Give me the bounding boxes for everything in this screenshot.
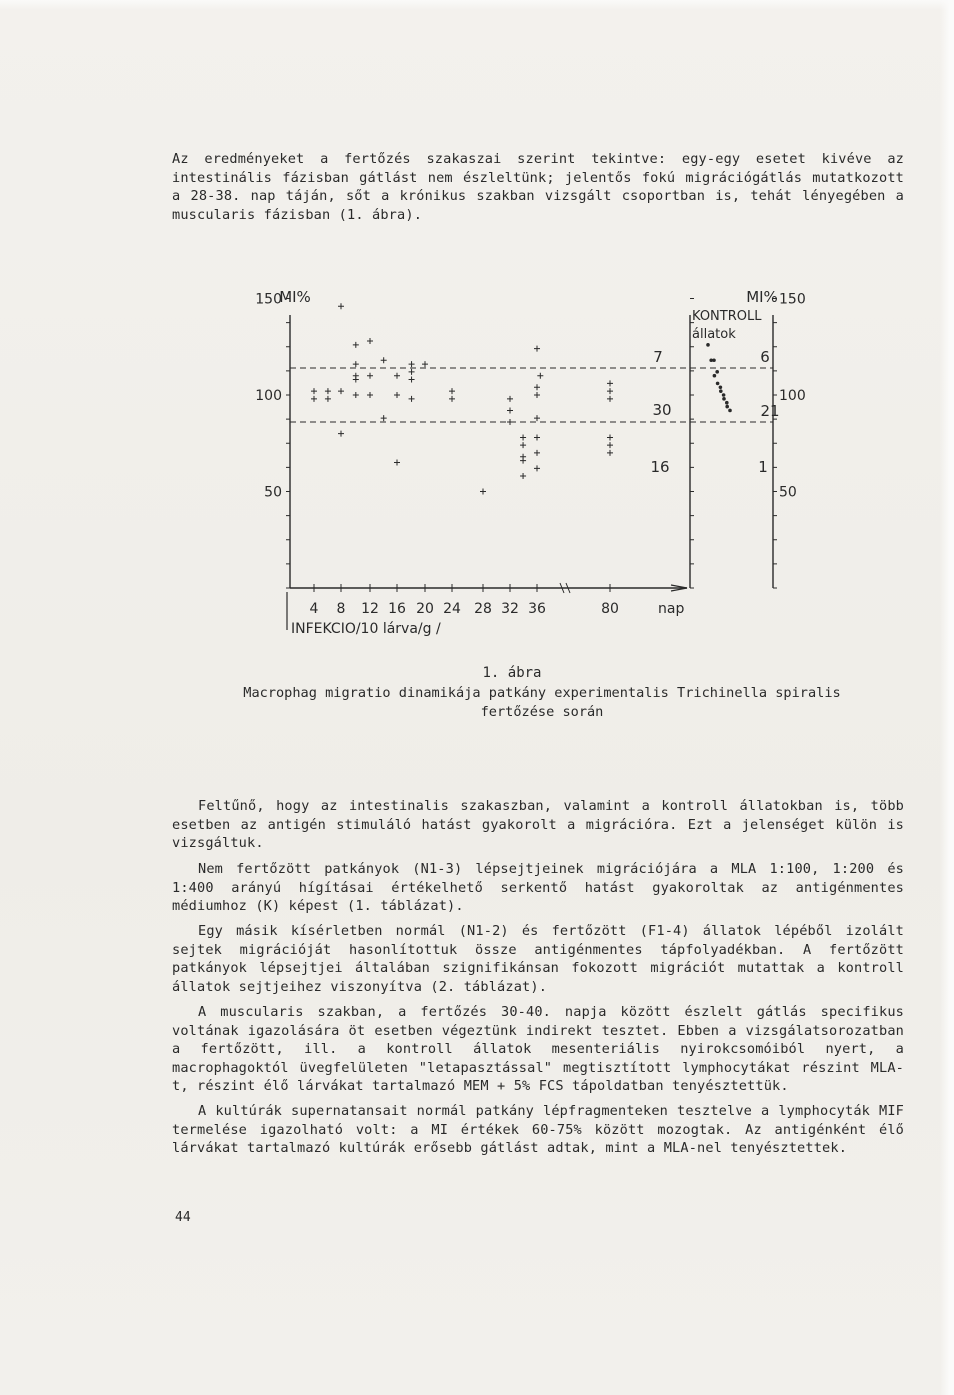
y-axis-label-right: MI% <box>746 288 778 306</box>
x-tick-label: 36 <box>528 601 546 617</box>
mi-chart <box>240 280 840 650</box>
data-point-plus <box>338 303 344 309</box>
data-point-plus <box>534 384 540 390</box>
data-point-plus <box>409 369 415 375</box>
data-point-dot <box>719 385 723 389</box>
figure-caption-text: Macrophag migratio dinamikája patkány experimentalis Trichinella spiralis fertőzése során <box>243 685 841 720</box>
data-point-plus <box>409 396 415 402</box>
data-point-plus <box>507 419 513 425</box>
y-tick-label-right: 50 <box>779 484 797 501</box>
x-tick-label: 8 <box>336 601 346 617</box>
data-point-dot <box>725 405 729 409</box>
control-label-2: állatok <box>692 327 736 342</box>
data-point-dot <box>715 370 719 374</box>
data-point-dot <box>713 374 717 378</box>
annotation-number: 21 <box>760 402 780 420</box>
data-point-plus <box>409 361 415 367</box>
scan-edge-top <box>0 0 954 10</box>
x-tick-label: 24 <box>443 601 461 617</box>
data-point-plus <box>353 342 359 348</box>
page-number: 44 <box>175 1210 191 1225</box>
data-point-dot <box>719 389 723 393</box>
figure-1 <box>240 280 840 650</box>
scan-edge-right <box>940 0 954 1395</box>
infection-label: INFEKCIO/10 lárva/g / <box>291 621 441 637</box>
y-tick-label-right: 100 <box>779 388 806 404</box>
data-point-dot <box>725 401 729 405</box>
y-tick-label-left: 150 <box>255 291 282 308</box>
data-point-plus <box>607 388 613 394</box>
data-point-plus <box>381 357 387 363</box>
x-tick-label: 16 <box>388 601 406 617</box>
data-point-plus <box>367 373 373 379</box>
data-point-plus <box>607 380 613 386</box>
data-point-dot <box>722 393 726 397</box>
data-point-plus <box>353 392 359 398</box>
x-tick-label: 32 <box>501 601 519 617</box>
x-tick-label: 20 <box>416 601 434 617</box>
data-point-plus <box>534 465 540 471</box>
y-tick-label-left: 50 <box>264 484 282 501</box>
paragraph-results: Az eredményeket a fertőzés szakaszai szerint tekintve: egy-egy esetet kivéve az intestinális fázisban gátlást nem észleltünk; jelentős fokú migrációgátlás mutatkozott a 28-38. nap táján, sőt a krónikus szakban vizsgált csoportban is, tehát lényegében a muscularis fázisban (1. ábra). <box>172 151 904 223</box>
control-label: KONTROLL <box>692 309 762 324</box>
data-point-dot <box>706 343 710 347</box>
data-point-plus <box>607 450 613 456</box>
annotation-number: 16 <box>650 458 670 476</box>
paragraph-comparison: Egy másik kísérletben normál (N1-2) és fertőzött (F1-4) állatok lépéből izolált sejtek migrációját hasonlítottuk össze antigénmentes tápfolyadékban. A fertőzött patkányok lépsejtjei általában szignifikánsan fokozott migrációt mutattak a kontroll állatok sejtjeihez viszonyítva (2. táblázat). <box>172 923 904 995</box>
data-point-dot <box>728 409 732 413</box>
data-point-plus <box>534 415 540 421</box>
data-point-plus <box>367 338 373 344</box>
data-point-plus <box>325 388 331 394</box>
data-point-plus <box>394 392 400 398</box>
x-tick-label: 80 <box>601 601 619 617</box>
data-point-plus <box>338 431 344 437</box>
data-point-plus <box>353 361 359 367</box>
data-point-plus <box>507 396 513 402</box>
data-point-plus <box>520 442 526 448</box>
annotation-number: 1 <box>758 458 768 476</box>
data-point-plus <box>353 377 359 383</box>
data-point-plus <box>394 460 400 466</box>
data-point-plus <box>311 396 317 402</box>
data-point-plus <box>534 434 540 440</box>
data-point-plus <box>367 392 373 398</box>
x-axis-label: nap <box>658 601 685 617</box>
data-point-plus <box>338 388 344 394</box>
data-point-plus <box>534 450 540 456</box>
data-point-plus <box>534 392 540 398</box>
data-point-plus <box>422 361 428 367</box>
data-point-plus <box>607 434 613 440</box>
data-point-plus <box>449 396 455 402</box>
y-tick-label-left: 100 <box>255 388 282 404</box>
data-point-plus <box>534 346 540 352</box>
y-tick-label-right: 150 <box>779 291 806 308</box>
data-point-dot <box>716 382 720 386</box>
annotation-number: 30 <box>652 401 672 419</box>
data-point-plus <box>480 489 486 495</box>
data-point-plus <box>381 415 387 421</box>
data-point-plus <box>607 396 613 402</box>
data-point-dot <box>722 397 726 401</box>
data-point-plus <box>409 377 415 383</box>
data-point-plus <box>449 388 455 394</box>
paragraph-supernatant: A kultúrák supernatansait normál patkány lépfragmenteken tesztelve a lymphocyták MIF termelése igazolható volt: a MI értékek 60-75% között mozogtak. Az antigénként élő lárvákat tartalmazó kultúrák erősebb gátlást adtak, mint a MLA-nel tenyésztettek. <box>172 1103 904 1157</box>
data-point-plus <box>311 388 317 394</box>
data-point-plus <box>607 442 613 448</box>
x-tick-label: 28 <box>474 601 492 617</box>
data-point-plus <box>394 373 400 379</box>
x-tick-label: 12 <box>361 601 379 617</box>
data-point-plus <box>507 407 513 413</box>
y-axis-label-left: MI% <box>279 288 311 306</box>
data-point-plus <box>537 373 543 379</box>
paragraph-indirect-test: A muscularis szakban, a fertőzés 30-40. napja között észlelt gátlás specifikus voltának igazolására öt esetben végeztünk indirekt tesztet. Ebben a vizsgálatsorozatban a fertőzött, ill. a kontroll állatok mesenteriális nyirokcsomóiból nyert, a macrophagoktól üvegfelületen "letapasztással" megtisztított lymphocytákat részint MLA-t, részint élő lárvákat tartalmazó MEM + 5% FCS tápoldatban tenyésztettük. <box>172 1004 904 1095</box>
paragraph-stimulation: Feltűnő, hogy az intestinalis szakaszban, valamint a kontroll állatokban is, több esetben az antigén stimuláló hatást gyakorolt a migrációra. Ezt a jelenséget külön is vizsgáltuk. <box>172 798 904 852</box>
data-point-plus <box>520 458 526 464</box>
x-tick-label: 4 <box>309 601 319 617</box>
paragraph-uninfected: Nem fertőzött patkányok (N1-3) lépsejtjeinek migrációjára a MLA 1:100, 1:200 és 1:400 arányú hígításai értékelhető serkentő hatást gyakoroltak az antigénmentes médiumhoz (K) képest (1. táblázat). <box>172 861 904 915</box>
data-point-plus <box>520 473 526 479</box>
data-point-dot <box>712 358 716 362</box>
annotation-number: 7 <box>653 348 663 366</box>
data-point-plus <box>520 434 526 440</box>
data-point-plus <box>325 396 331 402</box>
annotation-number: 6 <box>760 348 770 366</box>
figure-caption-number: 1. ábra <box>482 665 542 681</box>
